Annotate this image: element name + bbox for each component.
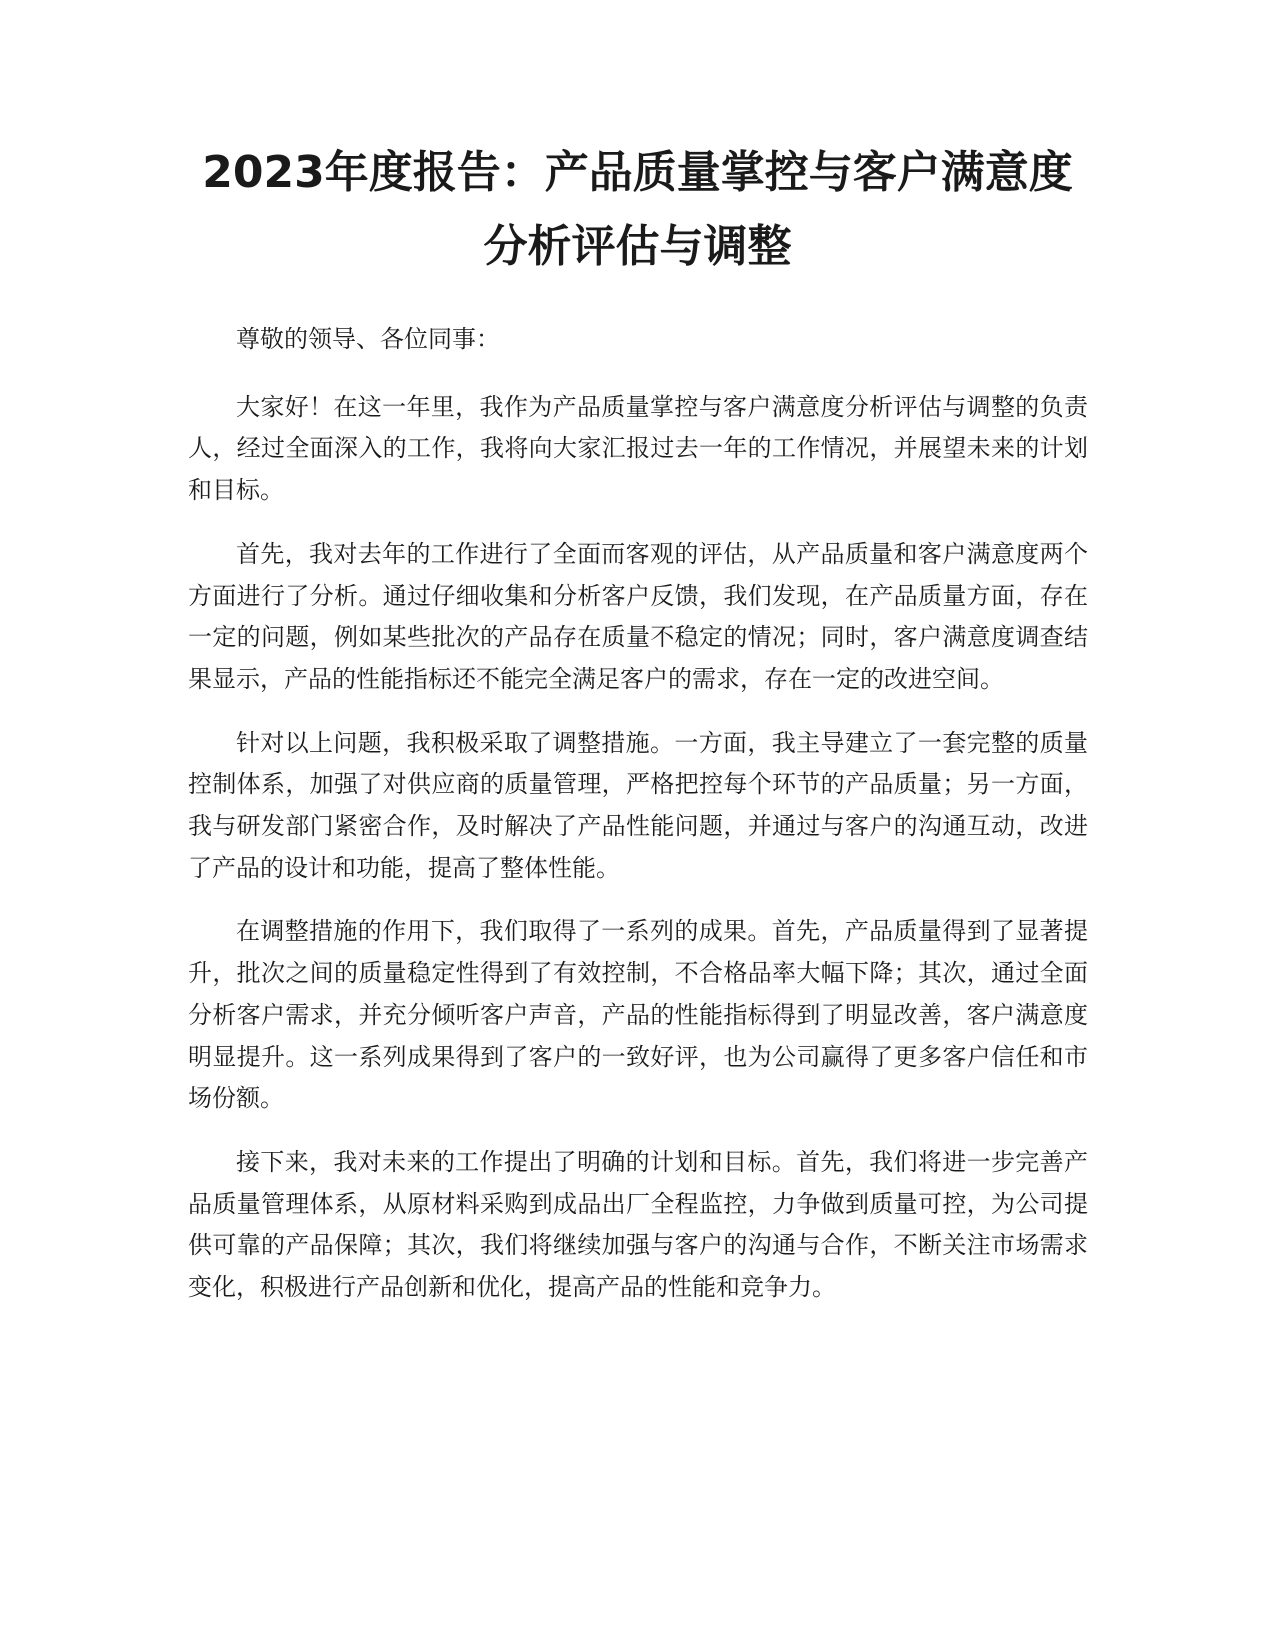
document-body bbox=[188, 319, 1088, 1331]
paragraph-greeting: 大家好！在这一年里，我作为产品质量掌控与客户满意度分析评估与调整的负责人，经过全面深入的工作，我将向大家汇报过去一年的工作情况，并展望未来的计划和目标。 bbox=[188, 392, 1088, 505]
paragraph-results: 在调整措施的作用下，我们取得了一系列的成果。首先，产品质量得到了显著提升，批次之间的质量稳定性得到了有效控制，不合格品率大幅下降；其次，通过全面分析客户需求，并充分倾听客户声音，产品的性能指标得到了明显改善，客户满意度明显提升。这一系列成果得到了客户的一致好评，也为公司赢得了更多客户信任和市场份额。 bbox=[188, 917, 1088, 1113]
paragraph-plans: 接下来，我对未来的工作提出了明确的计划和目标。首先，我们将进一步完善产品质量管理体系，从原材料采购到成品出厂全程监控，力争做到质量可控，为公司提供可靠的产品保障；其次，我们将继续加强与客户的沟通与合作，不断关注市场需求变化，积极进行产品创新和优化，提高产品的性能和竞争力。 bbox=[188, 1147, 1088, 1302]
paragraph-measures: 针对以上问题，我积极采取了调整措施。一方面，我主导建立了一套完整的质量控制体系，加强了对供应商的质量管理，严格把控每个环节的产品质量；另一方面，我与研发部门紧密合作，及时解决了产品性能问题，并通过与客户的沟通互动，改进了产品的设计和功能，提高了整体性能。 bbox=[188, 728, 1088, 882]
paragraph-evaluation: 首先，我对去年的工作进行了全面而客观的评估，从产品质量和客户满意度两个方面进行了分析。通过仔细收集和分析客户反馈，我们发现，在产品质量方面，存在一定的问题，例如某些批次的产品存在质量不稳定的情况；同时，客户满意度调查结果显示，产品的性能指标还不能完全满足客户的需求，存在一定的改进空间。 bbox=[188, 539, 1088, 693]
title-line-1: 2023年度报告：产品质量掌控与客户满意度 bbox=[202, 147, 1073, 198]
salutation: 尊敬的领导、各位同事： bbox=[236, 325, 500, 353]
document-title bbox=[150, 136, 1125, 284]
title-line-2: 分析评估与调整 bbox=[483, 221, 792, 272]
